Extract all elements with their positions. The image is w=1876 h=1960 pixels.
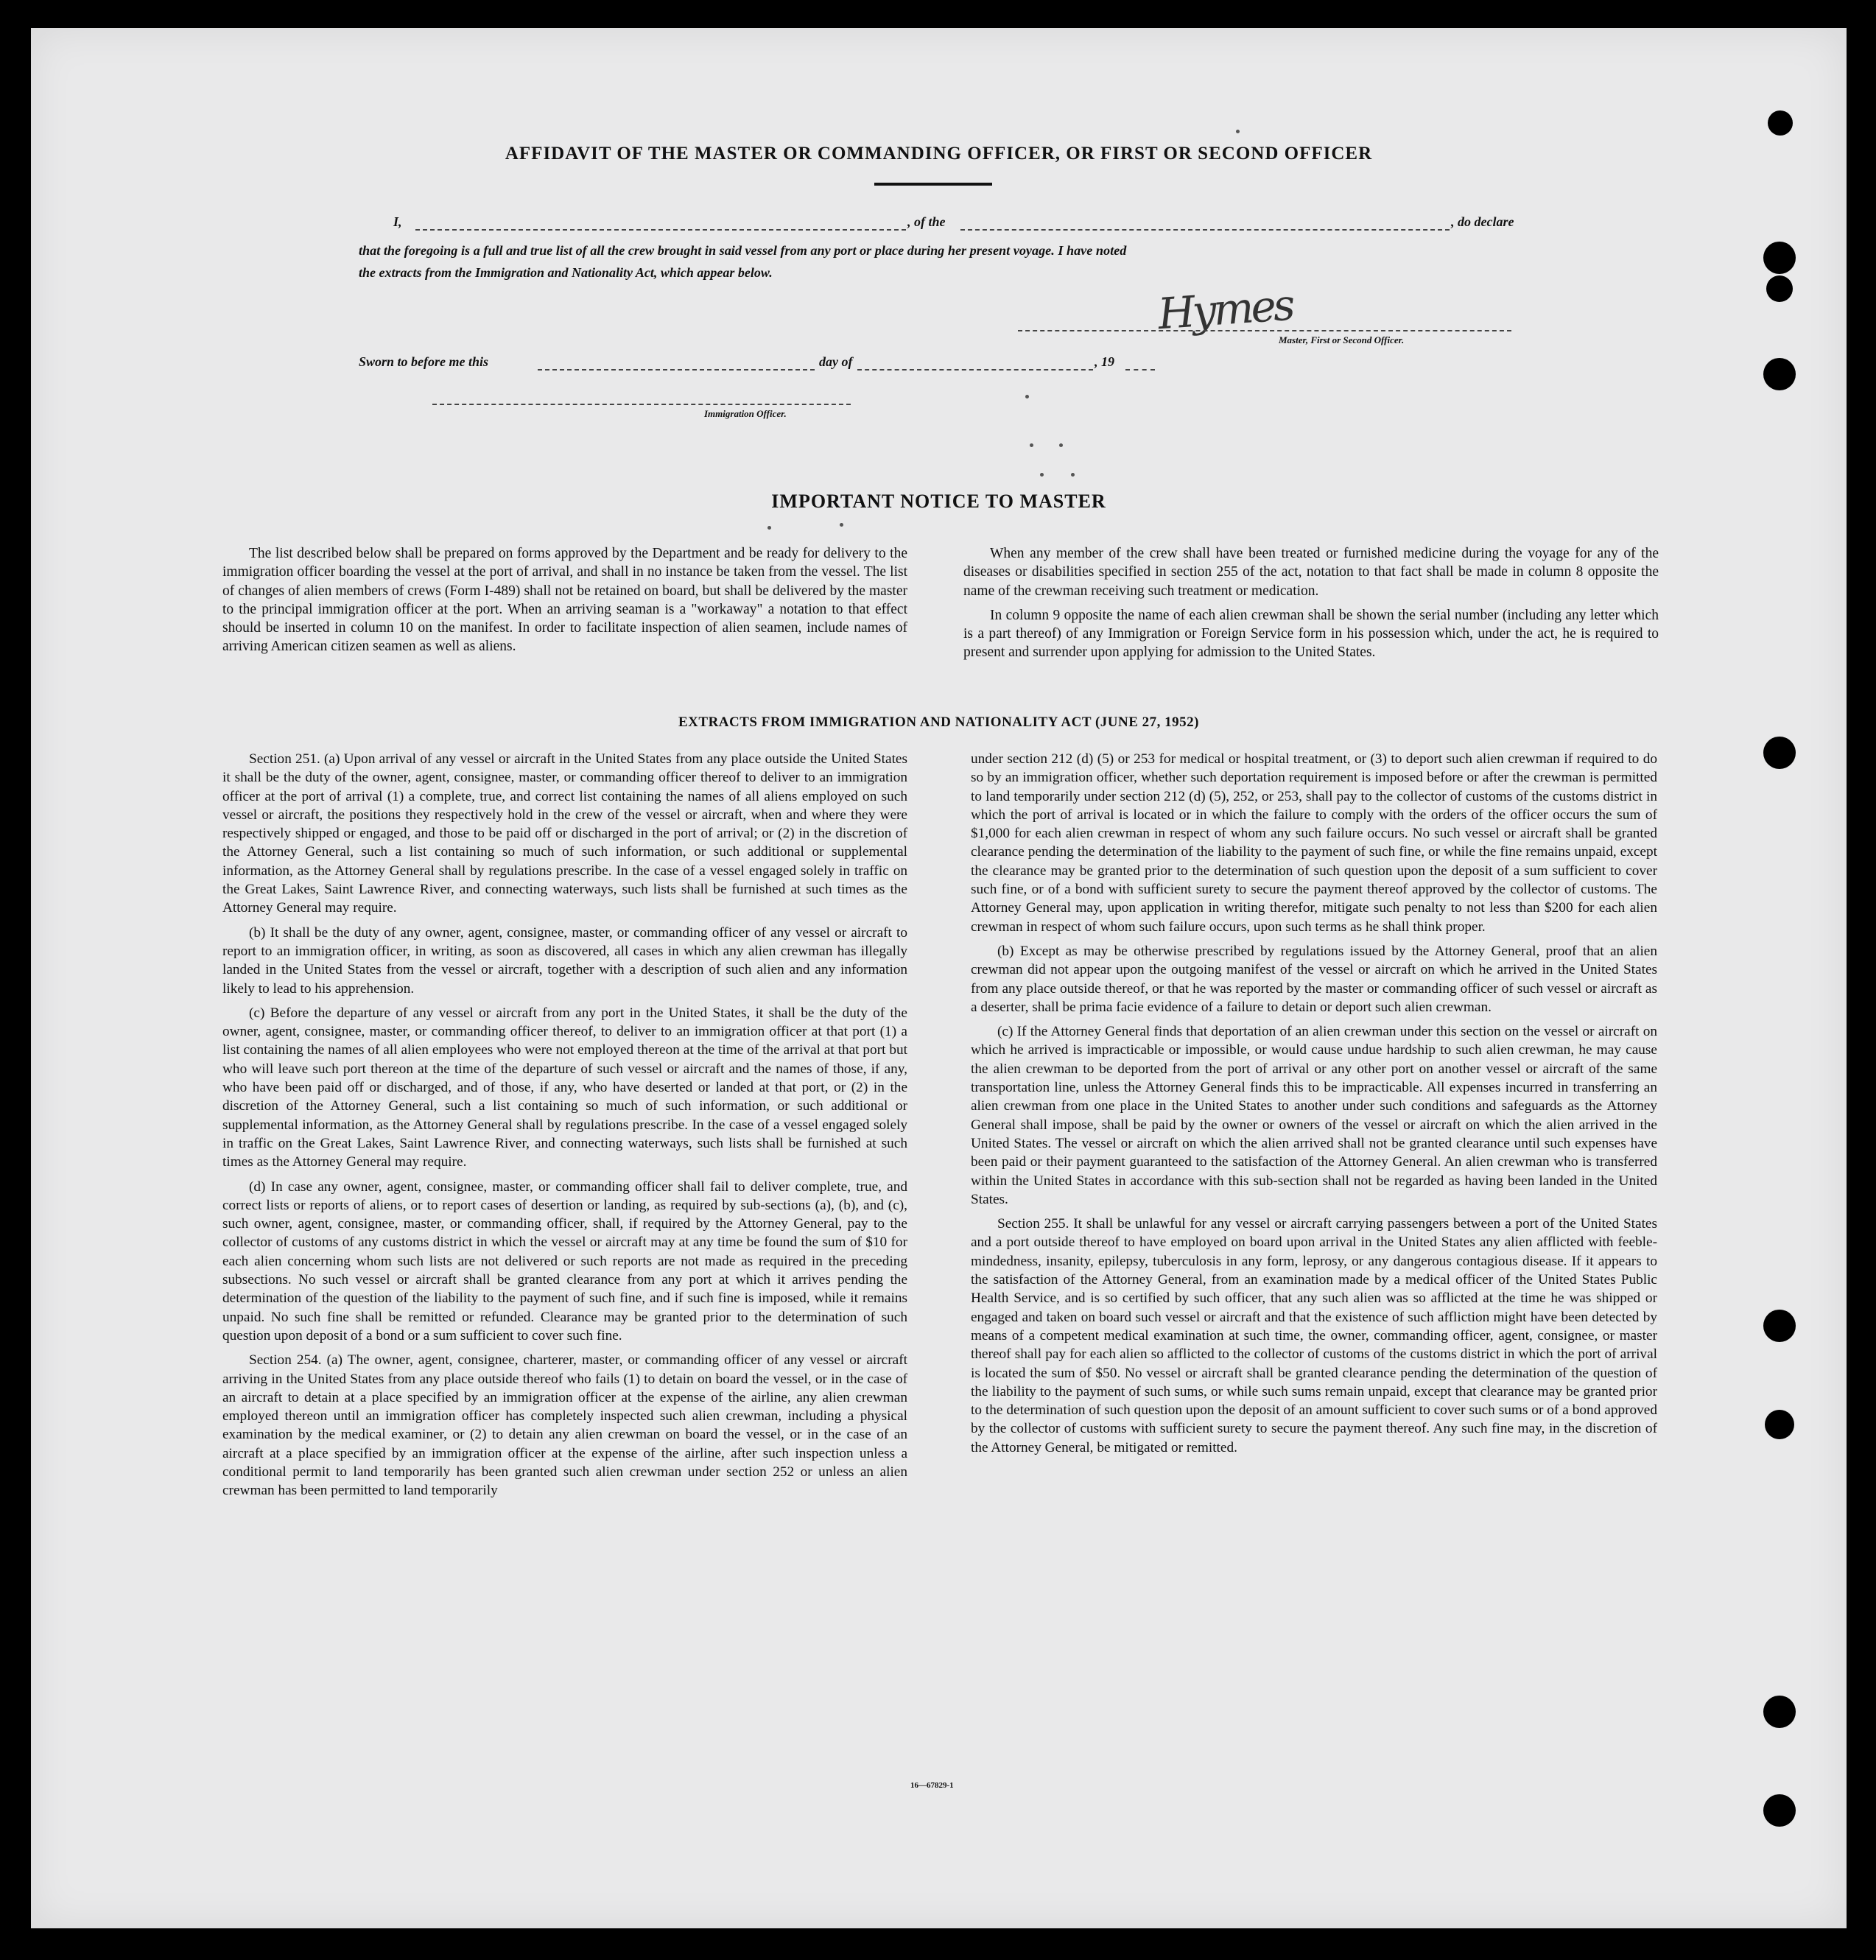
punch-hole — [1763, 358, 1796, 390]
section-254-b: (b) Except as may be otherwise prescribed by regulations issued by the Attorney General, proof that an alien crewman did not appear upon the outgoing manifest of the vessel or aircraft on which he arrived in the United States from any place outside thereof, or that he was reported by the master or commanding officer of such vessel or aircraft as a deserter, shall be prima facie evidence of a failure to detain or deport such alien crewman. — [971, 943, 1657, 1015]
extracts-left-column — [222, 750, 907, 1506]
do-declare-label: , do declare — [1451, 214, 1514, 229]
title-underline — [874, 183, 992, 186]
notice-right-column — [963, 544, 1659, 668]
punch-hole — [1763, 1794, 1796, 1827]
signature: Hymes — [1156, 279, 1294, 340]
declaration-line-3: the extracts from the Immigration and Nationality Act, which appear below. — [359, 265, 773, 280]
speck — [767, 526, 771, 530]
punch-hole — [1765, 1410, 1794, 1439]
punch-hole — [1763, 242, 1796, 274]
section-254-a: Section 254. (a) The owner, agent, consignee, charterer, master, or commanding officer of any vessel or aircraft arriving in the United States from any place outside thereof who fails (1) to detain on board the vessel, or in the case of an aircraft to detain at a place specified by an immigration officer at the expense of the airline, any alien crewman employed thereon until an immigration officer has completely inspected such alien crewman, including a physical examination by the medical examiner, or (2) to detain any alien crewman on board the vessel, or in the case of an aircraft at a place specified by an immigration officer at the expense of the airline, after such inspection unless a conditional permit to land temporarily has been granted such alien crewman under section 252 or unless an alien crewman has been permitted to land temporarily — [222, 1352, 907, 1499]
section-251-a: Section 251. (a) Upon arrival of any vessel or aircraft in the United States from any place outside the United States it shall be the duty of the owner, agent, consignee, master, or commanding officer thereof to deliver to an immigration officer at the port of arrival (1) a complete, true, and correct list containing the names of all aliens employed on such vessel or aircraft, the positions they respectively hold in the crew of the vessel or aircraft, when and where they were respectively shipped or engaged, and those to be paid off or discharged in the port of arrival; or (2) in the discretion of the Attorney General, such a list containing so much of such information, or such additional or supplemental information, as the Attorney General shall by regulations prescribe. In the case of a vessel engaged solely in traffic on the Great Lakes, Saint Lawrence River, and connecting waterways, such lists shall be furnished at such times as the Attorney General may require. — [222, 751, 907, 916]
section-255: Section 255. It shall be unlawful for any vessel or aircraft carrying passengers between a port of the United States and a port outside thereof to have employed on board upon arrival in the United States any alien afflicted with feeble-mindedness, insanity, epilepsy, tuberculosis in any form, leprosy, or any dangerous contagious disease. If it appears to the satisfaction of the Attorney General, from an examination made by a medical officer of the United States Public Health Service, and is so certified by such officer, that any such alien was so afflicted at the time he was shipped or engaged and taken on board such vessel or aircraft and that the existence of such affliction might have been detected by means of a competent medical examination at such time, the owner, commanding officer, agent, consignee, or master thereof shall pay for each alien so afflicted to the collector of customs of the customs district in which the port of arrival is located the sum of $50. No vessel or aircraft shall be granted clearance pending the determination of the question of the liability to the payment of such sums, or while such sums remain unpaid, except that clearance may be granted prior to the determination of such question upon the deposit of an amount sufficient to cover such sums or of a bond approved by the collector of customs with sufficient surety to secure the payment thereof. Any such fine may, in the discretion of the Attorney General, be mitigated or remitted. — [971, 1216, 1657, 1455]
affidavit-title: AFFIDAVIT OF THE MASTER OR COMMANDING OFFICER, OR FIRST OR SECOND OFFICER — [505, 144, 1373, 164]
speck — [840, 523, 843, 527]
section-251-b: (b) It shall be the duty of any owner, agent, consignee, master, or commanding officer of any vessel or aircraft to report to an immigration officer, in writing, as soon as discovered, all cases in which any alien crewman has illegally landed in the United States from the vessel or aircraft, together with a description of such alien and any information likely to lead to his apprehension. — [222, 924, 907, 997]
sworn-day-field[interactable] — [538, 369, 815, 370]
section-254-a-continued: under section 212 (d) (5) or 253 for medical or hospital treatment, or (3) to deport such alien crewman if required to do so by an immigration officer, whether such deportation requirement is imposed before or after the crewman is permitted to land temporarily under section 212 (d) (5), 252, or 253, shall pay to the collector of customs of the customs district in which the port of arrival is located or in which the failure to comply with the orders of the officer occurs the sum of $1,000 for each alien crewman in respect of whom any such failure occurs. No such vessel or aircraft shall be granted clearance pending the determination of the liability to the payment of such fine, or while the fine remains unpaid, except the clearance may be granted prior to the determination of such question upon the deposit of a sum sufficient to cover such fine, or of a bond with sufficient surety to secure the payment thereof approved by the collector of customs. The Attorney General may, upon application in writing therefor, mitigate such penalty to not less than $200 for each alien crewman in respect of whom such failure occurs, upon such terms as he shall think proper. — [971, 751, 1657, 935]
speck — [1040, 473, 1044, 477]
speck — [1025, 395, 1029, 398]
document-page — [31, 28, 1847, 1928]
section-251-d: (d) In case any owner, agent, consignee, master, or commanding officer shall fail to deliver complete, true, and correct lists or reports of aliens, or to report cases of desertion or landing, as required by sub-sections (a), (b), and (c), such owner, agent, consignee, master, or commanding officer, shall, if required by the Attorney General, pay to the collector of customs of any customs district in which the vessel or aircraft may at any time be found the sum of $10 for each alien concerning whom such lists are not delivered or such reports are not made as required in the preceding subsections. No such vessel or aircraft shall be granted clearance from any port at which it arrives pending the determination of the question of the liability to the payment of such fine, and if such fine is imposed, while it remains unpaid. No such fine shall be remitted or refunded. Clearance may be granted prior to the determination of such question upon deposit of a bond or a sum sufficient to cover such fine. — [222, 1179, 907, 1343]
sworn-label: Sworn to before me this — [359, 354, 489, 369]
of-the-label: , of the — [907, 214, 946, 229]
speck — [1236, 130, 1240, 133]
year-label: , 19 — [1095, 354, 1114, 369]
immigration-officer-line[interactable] — [432, 404, 851, 405]
section-254-c: (c) If the Attorney General finds that deportation of an alien crewman under this section on the vessel or aircraft on which he arrived is impracticable or impossible, or would cause undue hardship to such alien crewman, he may cause the alien crewman to be deported from the port of arrival or any other port on another vessel or aircraft of the same transportation line, unless the Attorney General finds this to be impracticable. All expenses incurred in transferring an alien crewman from one place in the United States to another under such conditions and safeguards as the Attorney General shall impose, shall be paid by the owner or owners of the vessel or aircraft on which the alien arrived in the United States. The vessel or aircraft on which the alien arrived shall not be granted clearance until such expenses have been paid or their payment guaranteed to the satisfaction of the Attorney General. An alien crewman who is transferred within the United States in accordance with this sub-section shall not be regarded as having been landed in the United States. — [971, 1024, 1657, 1207]
punch-hole — [1763, 1696, 1796, 1728]
notice-left-paragraph: The list described below shall be prepared on forms approved by the Department and be ready for delivery to the immigration officer boarding the vessel at the port of arrival, and shall in no instance be taken from the vessel. The list of changes of alien members of crews (Form I-489) shall not be retained on board, but shall be delivered by the master to the principal immigration officer at the port. When an arriving seaman is a "workaway" a notation to that effect should be inserted in column 10 on the manifest. In order to facilitate inspection of alien seamen, include names of arriving American citizen seamen as well as aliens. — [222, 546, 907, 655]
master-signature-line[interactable] — [1018, 330, 1511, 331]
speck — [1030, 443, 1033, 447]
immigration-officer-caption: Immigration Officer. — [704, 408, 787, 419]
notice-left-column — [222, 544, 907, 662]
i-label: I, — [393, 214, 402, 229]
section-251-c: (c) Before the departure of any vessel or aircraft from any port in the United States, it shall be the duty of the owner, agent, consignee, master, or commanding officer thereof, to deliver to an immigration officer at that port (1) a list containing the names of all alien employees who were not employed thereon at the time of the arrival at that port but who will leave such port thereon at the time of the departure of such vessel or aircraft and the names of those, if any, who have been paid off or discharged, and of those, if any, who have deserted or landed at that port, or (2) in the discretion of the Attorney General, such a list containing so much of such information, or such additional or supplemental information, as the Attorney General shall by regulations prescribe. In the case of a vessel engaged solely in traffic on the Great Lakes, Saint Lawrence River, and connecting waterways, such lists shall be furnished at such times as the Attorney General may require. — [222, 1005, 907, 1170]
name-field[interactable] — [415, 229, 906, 231]
notice-title: IMPORTANT NOTICE TO MASTER — [771, 491, 1106, 512]
form-code: 16—67829-1 — [910, 1781, 954, 1790]
punch-hole — [1763, 1310, 1796, 1342]
vessel-field[interactable] — [960, 229, 1450, 231]
notice-right-paragraph-2: In column 9 opposite the name of each alien crewman shall be shown the serial number (including any letter which is a part thereof) of any Immigration or Foreign Service form in his possession which, under the act, he is required to present and surrender upon applying for admission to the United States. — [963, 607, 1659, 661]
punch-hole — [1766, 275, 1793, 302]
extracts-right-column — [971, 750, 1657, 1463]
master-caption: Master, First or Second Officer. — [1279, 334, 1405, 345]
speck — [1059, 443, 1063, 447]
notice-right-paragraph-1: When any member of the crew shall have been treated or furnished medicine during the voyage for any of the diseases or disabilities specified in section 255 of the act, notation to that fact shall be made in column 8 opposite the name of the crewman receiving such treatment or medication. — [963, 546, 1659, 599]
punch-hole — [1763, 737, 1796, 769]
punch-hole — [1768, 110, 1793, 136]
sworn-year-field[interactable] — [1125, 369, 1155, 370]
extracts-title: EXTRACTS FROM IMMIGRATION AND NATIONALITY ACT (JUNE 27, 1952) — [678, 714, 1199, 730]
day-of-label: day of — [819, 354, 853, 369]
declaration-line-2: that the foregoing is a full and true list of all the crew brought in said vessel from any port or place during her present voyage. I have noted — [359, 243, 1127, 258]
sworn-month-field[interactable] — [857, 369, 1093, 370]
speck — [1071, 473, 1075, 477]
